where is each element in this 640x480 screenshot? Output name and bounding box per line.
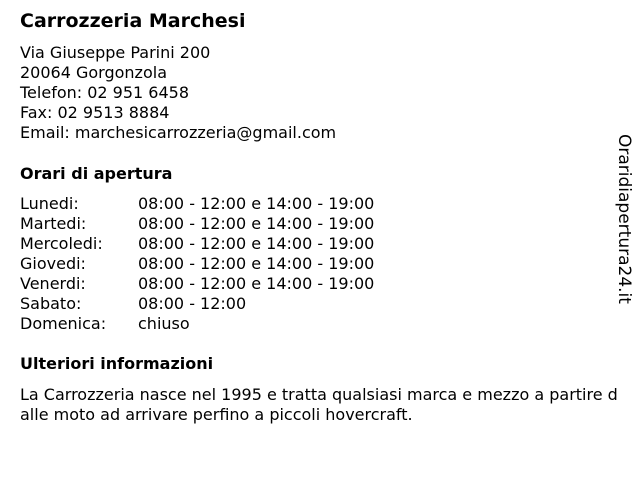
- day-label: Martedi:: [20, 214, 87, 233]
- hours-row-wednesday: [20, 234, 440, 254]
- day-label: Domenica:: [20, 314, 107, 333]
- day-label: Sabato:: [20, 294, 82, 313]
- time-value: 08:00 - 12:00 e 14:00 - 19:00: [138, 274, 375, 293]
- time-value: 08:00 - 12:00 e 14:00 - 19:00: [138, 194, 375, 213]
- opening-hours-table: [20, 194, 440, 334]
- phone-number: Telefon: 02 951 6458: [20, 83, 190, 102]
- hours-row-thursday: [20, 254, 440, 274]
- additional-info-text: La Carrozzeria nasce nel 1995 e tratta qualsiasi marca e mezzo a partire dalle moto ad arrivare perfino a piccoli hovercraft.: [20, 385, 618, 424]
- hours-row-monday: [20, 194, 440, 214]
- day-label: Giovedi:: [20, 254, 86, 273]
- hours-row-friday: [20, 274, 440, 294]
- fax-number: Fax: 02 9513 8884: [20, 103, 170, 122]
- day-label: Venerdi:: [20, 274, 86, 293]
- time-value: 08:00 - 12:00 e 14:00 - 19:00: [138, 214, 375, 233]
- time-value: chiuso: [138, 314, 190, 333]
- address-street: Via Giuseppe Parini 200: [20, 43, 211, 62]
- hours-row-tuesday: [20, 214, 440, 234]
- opening-hours-heading: Orari di apertura: [20, 164, 173, 183]
- site-watermark: Oraridiapertura24.it: [614, 134, 634, 304]
- time-value: 08:00 - 12:00 e 14:00 - 19:00: [138, 254, 375, 273]
- hours-row-saturday: [20, 294, 440, 314]
- hours-row-sunday: [20, 314, 440, 334]
- additional-info-heading: Ulteriori informazioni: [20, 354, 214, 373]
- day-label: Lunedi:: [20, 194, 79, 213]
- business-name: Carrozzeria Marchesi: [20, 10, 246, 32]
- address-city: 20064 Gorgonzola: [20, 63, 167, 82]
- day-label: Mercoledi:: [20, 234, 103, 253]
- email-address: Email: marchesicarrozzeria@gmail.com: [20, 123, 337, 142]
- contact-details: [20, 43, 336, 143]
- time-value: 08:00 - 12:00 e 14:00 - 19:00: [138, 234, 375, 253]
- time-value: 08:00 - 12:00: [138, 294, 247, 313]
